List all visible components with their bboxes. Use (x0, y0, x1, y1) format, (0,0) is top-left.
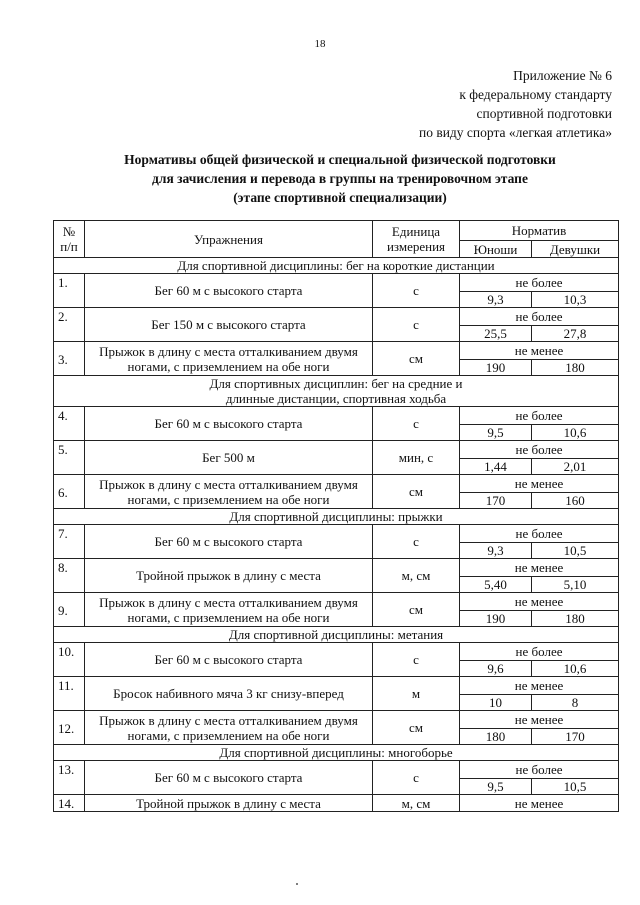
row-number: 12. (54, 711, 85, 745)
table-row (54, 593, 619, 611)
exercise-name: Бег 60 м с высокого старта (85, 274, 373, 308)
boys-value: 180 (460, 729, 532, 745)
boys-value: 9,3 (460, 292, 532, 308)
norm-condition: не более (460, 525, 619, 543)
norm-condition: не менее (460, 593, 619, 611)
table-row (54, 475, 619, 493)
boys-value: 10 (460, 695, 532, 711)
unit-cell: м (373, 677, 460, 711)
unit-cell: с (373, 525, 460, 559)
table-row (54, 342, 619, 360)
exercise-name: Прыжок в длину с места отталкиванием двумя ногами, с приземлением на обе ноги (85, 342, 373, 376)
title-line: для зачисления и перевода в группы на тренировочном этапе (152, 171, 528, 186)
section-row (54, 258, 619, 274)
girls-value: 10,5 (532, 779, 619, 795)
boys-value: 9,5 (460, 779, 532, 795)
header-girls: Девушки (532, 241, 619, 258)
section-title: Для спортивной дисциплины: бег на короткие дистанции (54, 258, 619, 274)
table-row (54, 525, 619, 543)
exercise-name: Бег 500 м (85, 441, 373, 475)
unit-cell: м, см (373, 795, 460, 812)
section-row (54, 509, 619, 525)
unit-cell: с (373, 274, 460, 308)
table-row (54, 643, 619, 661)
appendix-header (419, 66, 612, 142)
row-number: 11. (54, 677, 85, 711)
unit-cell: см (373, 475, 460, 509)
row-number: 2. (54, 308, 85, 342)
exercise-name: Прыжок в длину с места отталкиванием двумя ногами, с приземлением на обе ноги (85, 475, 373, 509)
exercise-name: Прыжок в длину с места отталкиванием двумя ногами, с приземлением на обе ноги (85, 711, 373, 745)
norm-condition: не менее (460, 475, 619, 493)
boys-value: 190 (460, 360, 532, 376)
girls-value: 5,10 (532, 577, 619, 593)
table-row (54, 308, 619, 326)
exercise-name: Бег 150 м с высокого старта (85, 308, 373, 342)
norm-condition: не более (460, 761, 619, 779)
title-line: Нормативы общей физической и специальной физической подготовки (124, 152, 556, 167)
document-title (60, 150, 620, 207)
girls-value: 10,3 (532, 292, 619, 308)
section-title: Для спортивной дисциплины: прыжки (54, 509, 619, 525)
exercise-name: Бег 60 м с высокого старта (85, 407, 373, 441)
norm-condition: не более (460, 308, 619, 326)
exercise-name: Бег 60 м с высокого старта (85, 643, 373, 677)
girls-value: 2,01 (532, 459, 619, 475)
row-number: 5. (54, 441, 85, 475)
girls-value: 10,6 (532, 425, 619, 441)
table-row (54, 559, 619, 577)
norm-condition: не более (460, 441, 619, 459)
header-num: № п/п (54, 221, 85, 258)
unit-cell: см (373, 342, 460, 376)
girls-value: 180 (532, 611, 619, 627)
girls-value: 180 (532, 360, 619, 376)
row-number: 7. (54, 525, 85, 559)
row-number: 10. (54, 643, 85, 677)
unit-cell: см (373, 593, 460, 627)
section-row (54, 745, 619, 761)
boys-value: 170 (460, 493, 532, 509)
header-norm: Норматив (460, 221, 619, 241)
norm-condition: не менее (460, 795, 619, 812)
unit-cell: с (373, 761, 460, 795)
exercise-name: Бросок набивного мяча 3 кг снизу-вперед (85, 677, 373, 711)
unit-cell: см (373, 711, 460, 745)
exercise-name: Тройной прыжок в длину с места (85, 795, 373, 812)
row-number: 13. (54, 761, 85, 795)
girls-value: 8 (532, 695, 619, 711)
girls-value: 10,5 (532, 543, 619, 559)
unit-cell: м, см (373, 559, 460, 593)
boys-value: 25,5 (460, 326, 532, 342)
girls-value: 160 (532, 493, 619, 509)
boys-value: 9,6 (460, 661, 532, 677)
header-boys: Юноши (460, 241, 532, 258)
boys-value: 1,44 (460, 459, 532, 475)
section-title: Для спортивных дисциплин: бег на средние и длинные дистанции, спортивная ходьба (54, 376, 619, 407)
norms-table-body (54, 221, 619, 812)
girls-value: 27,8 (532, 326, 619, 342)
norm-condition: не более (460, 407, 619, 425)
appendix-line: по виду спорта «легкая атлетика» (418, 125, 612, 140)
norm-condition: не менее (460, 677, 619, 695)
exercise-name: Тройной прыжок в длину с места (85, 559, 373, 593)
section-row (54, 627, 619, 643)
appendix-line: к федеральному стандарту (459, 87, 612, 102)
section-title: Для спортивной дисциплины: метания (54, 627, 619, 643)
unit-cell: с (373, 407, 460, 441)
boys-value: 9,5 (460, 425, 532, 441)
section-title: Для спортивной дисциплины: многоборье (54, 745, 619, 761)
girls-value: 170 (532, 729, 619, 745)
exercise-name: Бег 60 м с высокого старта (85, 761, 373, 795)
norm-condition: не менее (460, 342, 619, 360)
norm-condition: не менее (460, 711, 619, 729)
unit-cell: мин, с (373, 441, 460, 475)
table-row (54, 677, 619, 695)
unit-cell: с (373, 308, 460, 342)
table-header-row (54, 221, 619, 241)
boys-value: 5,40 (460, 577, 532, 593)
boys-value: 190 (460, 611, 532, 627)
row-number: 3. (54, 342, 85, 376)
scan-dot (296, 883, 298, 885)
norm-condition: не менее (460, 559, 619, 577)
norm-condition: не более (460, 643, 619, 661)
page-number: 18 (314, 38, 326, 50)
row-number: 1. (54, 274, 85, 308)
girls-value: 10,6 (532, 661, 619, 677)
section-row (54, 376, 619, 407)
row-number: 9. (54, 593, 85, 627)
row-number: 4. (54, 407, 85, 441)
exercise-name: Прыжок в длину с места отталкиванием двумя ногами, с приземлением на обе ноги (85, 593, 373, 627)
table-row (54, 441, 619, 459)
table-row (54, 711, 619, 729)
exercise-name: Бег 60 м с высокого старта (85, 525, 373, 559)
table-row (54, 761, 619, 779)
row-number: 6. (54, 475, 85, 509)
row-number: 14. (54, 795, 85, 812)
table-row (54, 407, 619, 425)
norm-condition: не более (460, 274, 619, 292)
header-exercise: Упражнения (85, 221, 373, 258)
header-unit: Единица измерения (373, 221, 460, 258)
title-line: (этапе спортивной специализации) (233, 190, 447, 205)
appendix-line: Приложение № 6 (513, 68, 612, 83)
norms-table (53, 220, 619, 812)
boys-value: 9,3 (460, 543, 532, 559)
appendix-line: спортивной подготовки (476, 106, 612, 121)
row-number: 8. (54, 559, 85, 593)
unit-cell: с (373, 643, 460, 677)
table-row (54, 795, 619, 812)
table-row (54, 274, 619, 292)
